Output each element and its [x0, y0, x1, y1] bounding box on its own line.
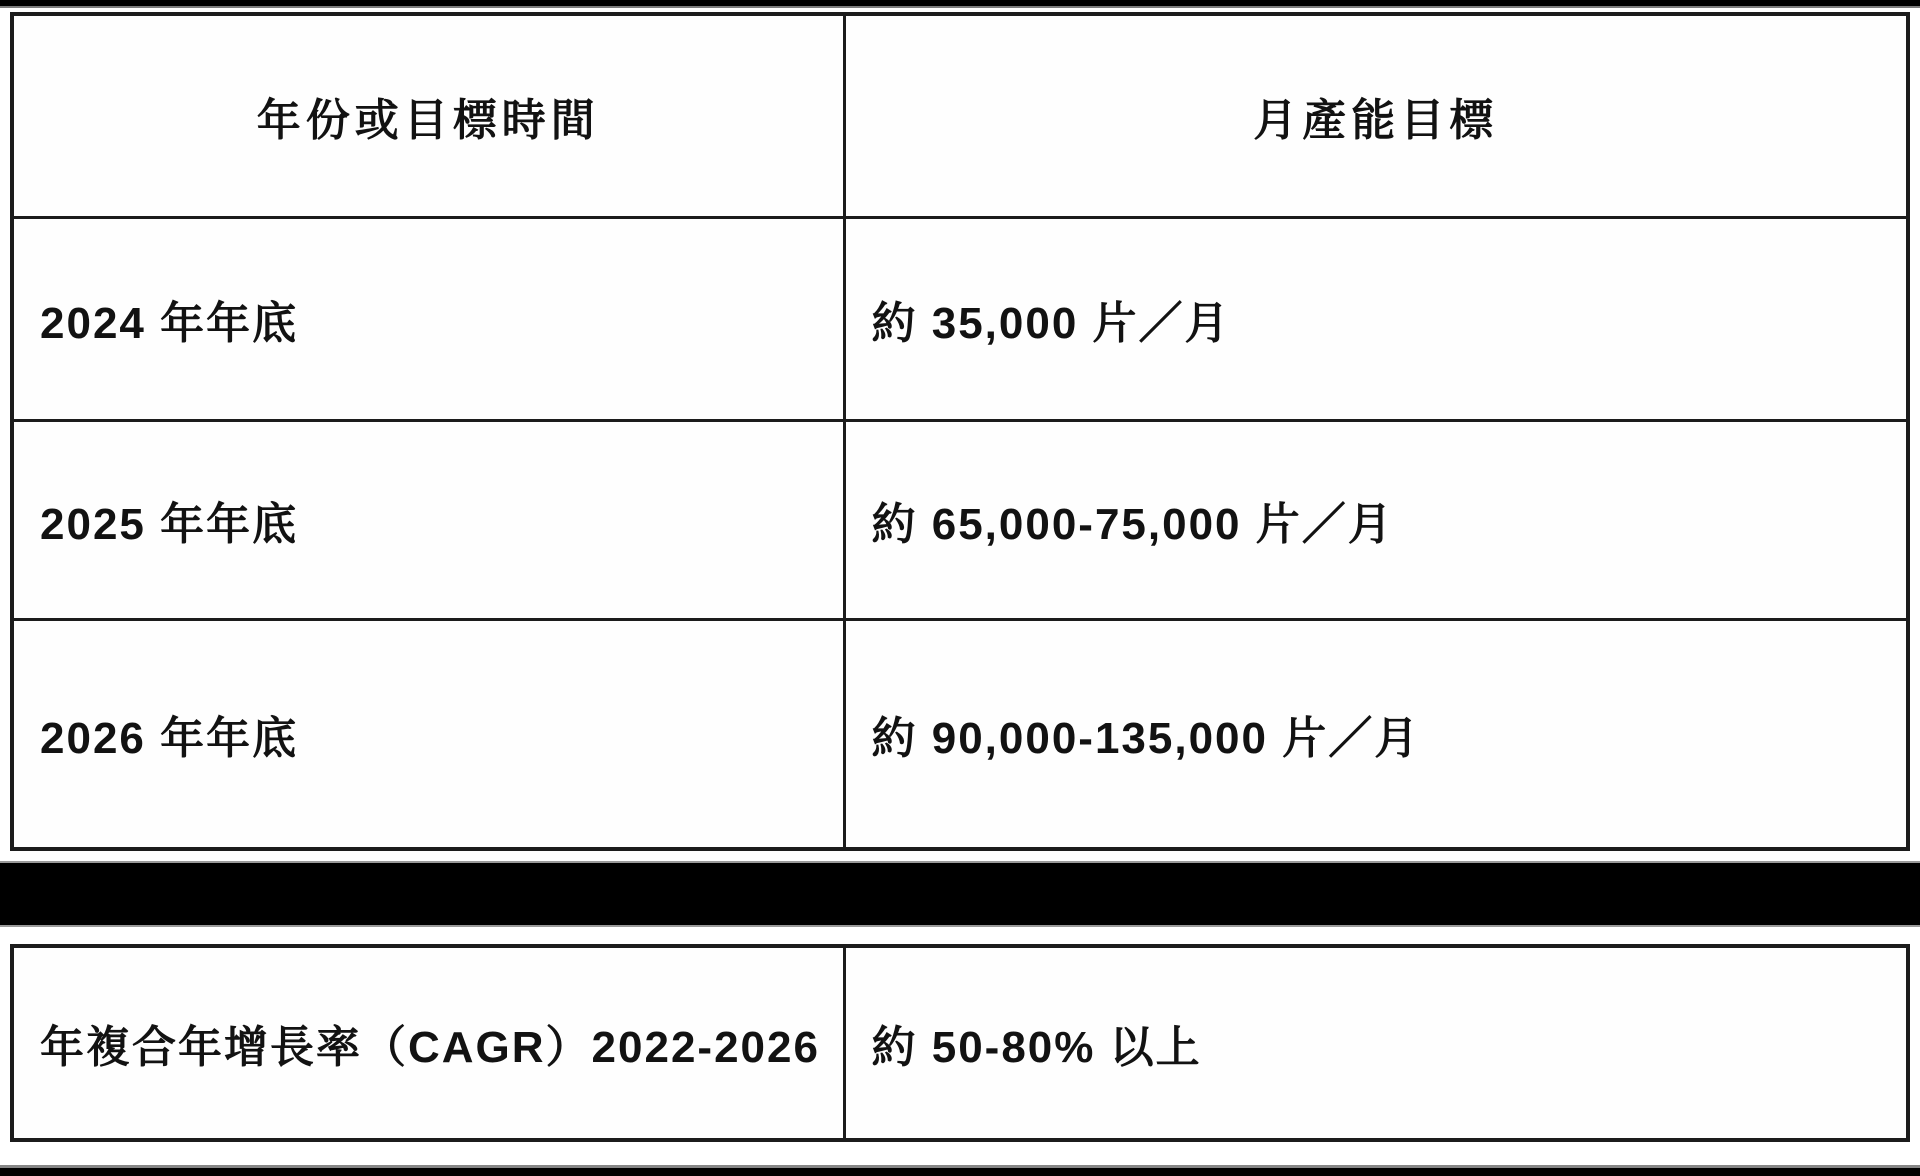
- bottom-black-bar: [0, 1165, 1920, 1176]
- header-cell-period: 年份或目標時間: [12, 14, 844, 218]
- table-row-2024: [12, 218, 1908, 421]
- capacity-table-header-row: [12, 14, 1908, 218]
- header-cell-target: 月產能目標: [844, 14, 1908, 218]
- cell-target-2026: 約 90,000-135,000 片／月: [844, 620, 1908, 850]
- cell-target-cagr: 約 50-80% 以上: [844, 946, 1908, 1140]
- cell-target-2025: 約 65,000-75,000 片／月: [844, 421, 1908, 620]
- cell-period-2024: 2024 年年底: [12, 218, 844, 421]
- cell-period-2026: 2026 年年底: [12, 620, 844, 850]
- separator-black-bar: [0, 861, 1920, 927]
- cagr-table: [10, 944, 1910, 1142]
- capacity-table: [10, 12, 1910, 851]
- cell-period-cagr: 年複合年增長率（CAGR）2022-2026: [12, 946, 844, 1140]
- cell-target-2024: 約 35,000 片／月: [844, 218, 1908, 421]
- table-row-2026: [12, 620, 1908, 850]
- top-black-bar: [0, 0, 1920, 8]
- cell-period-2025: 2025 年年底: [12, 421, 844, 620]
- separator-gap: [0, 927, 1920, 944]
- table-row-2025: [12, 421, 1908, 620]
- table-row-cagr: [12, 946, 1908, 1140]
